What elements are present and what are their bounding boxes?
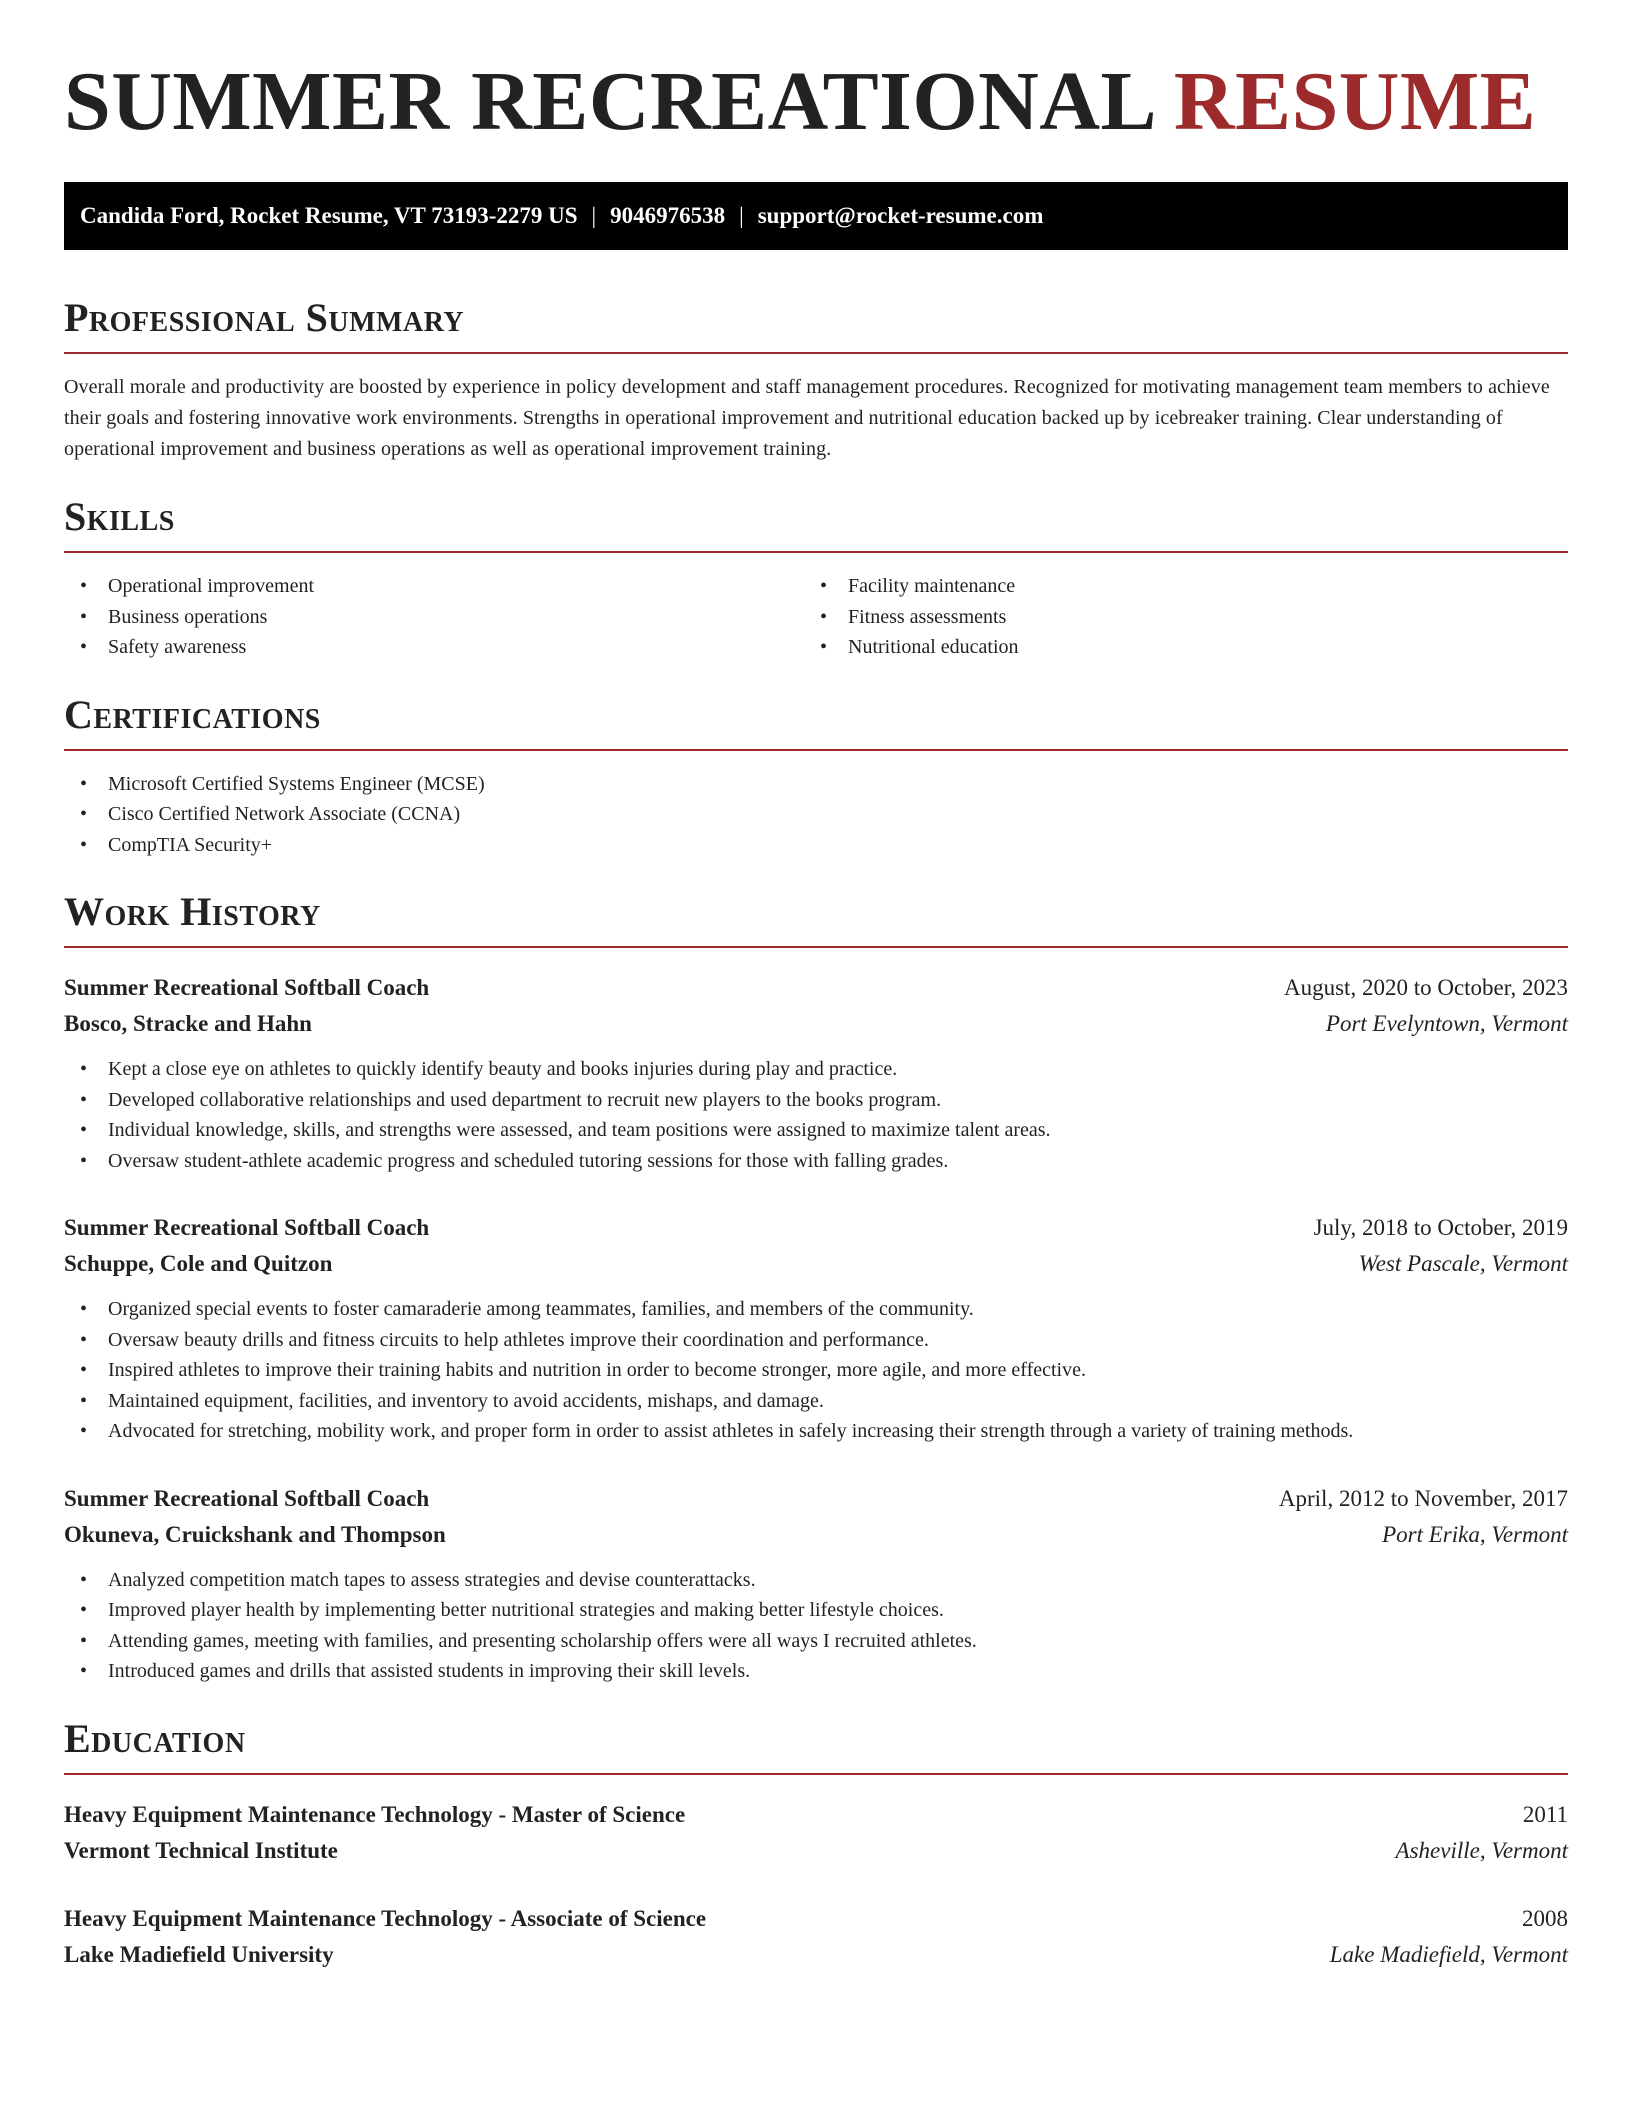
edu-year: 2011	[1522, 1801, 1568, 1827]
job-position: Summer Recreational Softball Coach	[64, 1485, 430, 1511]
education-entry	[64, 1797, 1568, 1869]
skill-item: • Fitness assessments	[804, 602, 1544, 633]
job-bullet: • Oversaw beauty drills and fitness circuits to help athletes improve their coordination and performance.	[64, 1325, 1568, 1356]
certification-item: • Microsoft Certified Systems Engineer (MCSE)	[64, 769, 1568, 800]
skill-item: • Operational improvement	[64, 571, 804, 602]
certifications-section	[64, 693, 1568, 861]
job-location: Port Evelyntown, Vermont	[1325, 1011, 1568, 1036]
job-bullet: • Analyzed competition match tapes to assess strategies and devise counterattacks.	[64, 1565, 1568, 1596]
job-dates: July, 2018 to October, 2019	[1313, 1215, 1568, 1240]
summary-text: Overall morale and productivity are boosted by experience in policy development and staff management procedures. Recognized for motivating management team members to achieve their goals and fostering innovative work environments. Strengths in operational improvement and nutritional education backed up by icebreaker training. Clear understanding of operational improvement and business operations as well as operational improvement training.	[64, 376, 1550, 460]
edu-location: Lake Madiefield, Vermont	[1329, 1941, 1568, 1967]
edu-degree: Heavy Equipment Maintenance Technology - Associate of Science	[64, 1905, 707, 1931]
job-bullet: • Introduced games and drills that assisted students in improving their skill levels.	[64, 1656, 1568, 1687]
edu-school: Vermont Technical Institute	[64, 1837, 338, 1863]
skills-grid	[64, 571, 1568, 663]
job-entry	[64, 970, 1568, 1176]
job-position: Summer Recreational Softball Coach	[64, 975, 430, 1000]
section-title-certifications: Certifications	[64, 693, 1568, 751]
job-bullet: • Organized special events to foster camaraderie among teammates, families, and members of the community.	[64, 1294, 1568, 1325]
job-location: West Pascale, Vermont	[1358, 1251, 1568, 1276]
skill-item: • Facility maintenance	[804, 571, 1544, 602]
job-bullet: • Oversaw student-athlete academic progress and scheduled tutoring sessions for those with falling grades.	[64, 1146, 1568, 1177]
education-entry	[64, 1901, 1568, 1973]
section-title-summary: Professional Summary	[64, 296, 1568, 354]
job-bullet: • Maintained equipment, facilities, and inventory to avoid accidents, mishaps, and damage.	[64, 1386, 1568, 1417]
contact-phone: 9046976538	[610, 203, 726, 228]
contact-address: Candida Ford, Rocket Resume, VT 73193-2279 US	[80, 203, 578, 228]
certification-item: • CompTIA Security+	[64, 830, 1568, 861]
edu-school: Lake Madiefield University	[64, 1941, 334, 1967]
job-entry	[64, 1481, 1568, 1687]
skills-column-left	[64, 571, 804, 663]
job-bullet: • Improved player health by implementing better nutritional strategies and making better lifestyle choices.	[64, 1595, 1568, 1626]
contact-separator: |	[591, 203, 597, 228]
section-title-education: Education	[64, 1717, 1568, 1775]
title-main: SUMMER RECREATIONAL	[64, 55, 1153, 148]
edu-degree: Heavy Equipment Maintenance Technology - Master of Science	[64, 1801, 686, 1827]
certification-item: • Cisco Certified Network Associate (CCNA)	[64, 799, 1568, 830]
summary-section	[64, 296, 1568, 465]
skill-item: • Nutritional education	[804, 632, 1544, 663]
contact-separator: |	[739, 203, 744, 228]
job-company: Bosco, Stracke and Hahn	[64, 1011, 312, 1036]
job-bullet: • Kept a close eye on athletes to quickly identify beauty and books injuries during play and practice.	[64, 1054, 1568, 1085]
contact-email: support@rocket-resume.com	[757, 203, 1044, 228]
resume-title	[64, 54, 1568, 150]
skills-section	[64, 495, 1568, 663]
job-entry	[64, 1210, 1568, 1447]
job-bullet: • Attending games, meeting with families, and presenting scholarship offers were all ways I recruited athletes.	[64, 1626, 1568, 1657]
job-dates: April, 2012 to November, 2017	[1278, 1485, 1568, 1511]
edu-year: 2008	[1522, 1905, 1568, 1931]
job-company: Schuppe, Cole and Quitzon	[64, 1251, 333, 1276]
skills-column-right	[804, 571, 1544, 663]
skill-item: • Business operations	[64, 602, 804, 633]
title-accent: RESUME	[1173, 55, 1537, 148]
section-title-work-history: Work History	[64, 890, 1568, 948]
skill-item: • Safety awareness	[64, 632, 804, 663]
job-location: Port Erika, Vermont	[1382, 1521, 1568, 1547]
education-section	[64, 1717, 1568, 1973]
job-bullet: • Individual knowledge, skills, and strengths were assessed, and team positions were assigned to maximize talent areas.	[64, 1115, 1568, 1146]
job-dates: August, 2020 to October, 2023	[1284, 975, 1568, 1000]
job-bullet: • Advocated for stretching, mobility work, and proper form in order to assist athletes in safely increasing their strength through a variety of training methods.	[64, 1416, 1568, 1447]
section-title-skills: Skills	[64, 495, 1568, 553]
contact-bar	[64, 182, 1568, 250]
job-bullet: • Developed collaborative relationships and used department to recruit new players to the books program.	[64, 1085, 1568, 1116]
work-history-section	[64, 890, 1568, 1687]
job-position: Summer Recreational Softball Coach	[64, 1215, 430, 1240]
job-bullet: • Inspired athletes to improve their training habits and nutrition in order to become stronger, more agile, and more effective.	[64, 1355, 1568, 1386]
job-company: Okuneva, Cruickshank and Thompson	[64, 1521, 446, 1547]
edu-location: Asheville, Vermont	[1395, 1837, 1568, 1863]
